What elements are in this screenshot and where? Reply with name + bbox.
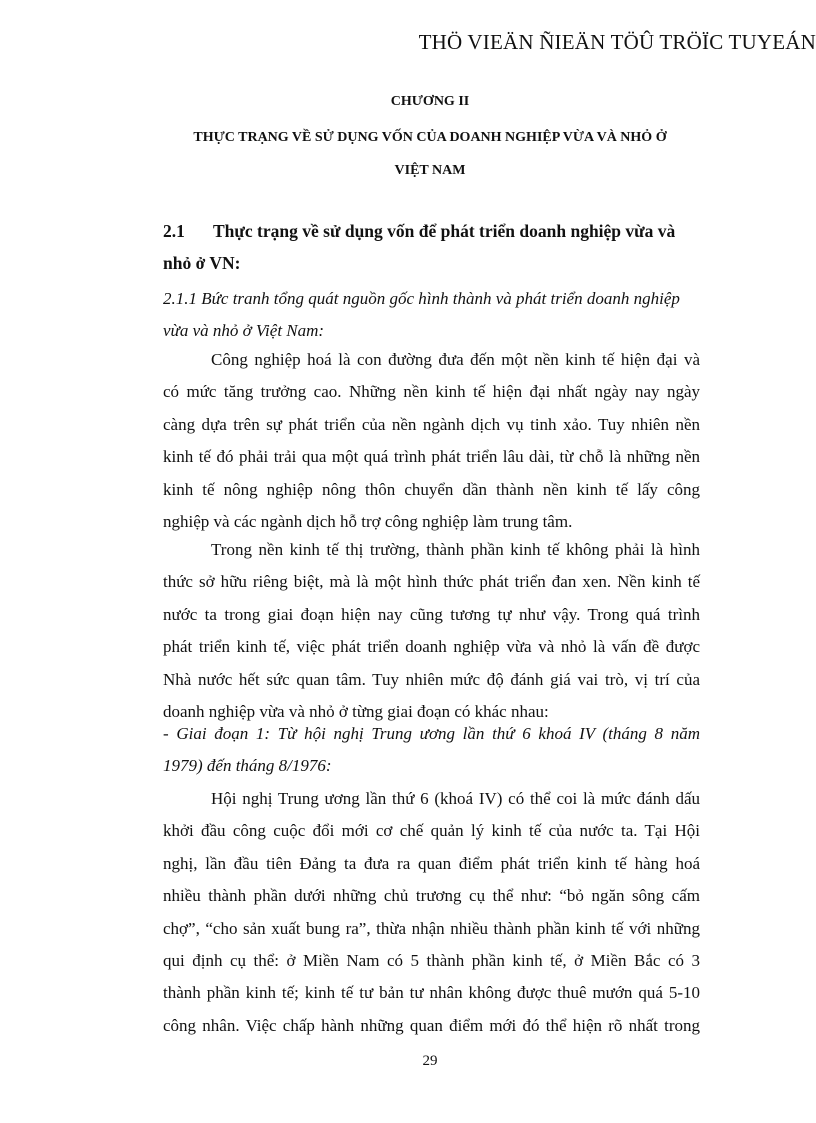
paragraph-line: Nhà nước hết sức quan tâm. Tuy nhiên mức độ đánh giá vai trò, vị trí của (163, 669, 700, 689)
paragraph-line: nhiều thành phần dưới những chủ trương cụ thể như: “bỏ ngăn sông cấm (163, 886, 700, 906)
paragraph-line: chợ”, “cho sản xuất bung ra”, thừa nhận nhiều thành phần kinh tế với những (163, 918, 700, 938)
paragraph-2 (163, 534, 700, 728)
paragraph-line: có mức tăng trưởng cao. Những nền kinh tế hiện đại nhất ngày nay ngày (163, 382, 700, 402)
paragraph-line: khởi đầu công cuộc đổi mới cơ chế quản lý kinh tế của nước ta. Tại Hội (163, 821, 700, 841)
paragraph-line: càng dựa trên sự phát triển của nền ngành dịch vụ tinh xảo. Tuy nhiên nền (163, 414, 700, 434)
section-heading (163, 215, 700, 280)
subsection-title-line-1: 2.1.1 Bức tranh tổng quát nguồn gốc hình thành và phát triển doanh nghiệp (163, 289, 680, 308)
paragraph-line: nghị, lần đầu tiên Đảng ta đưa ra quan điểm phát triển kinh tế hàng hoá (163, 853, 700, 873)
chapter-title-line-2: VIỆT NAM (394, 163, 466, 178)
paragraph-line: doanh nghiệp vừa và nhỏ ở từng giai đoạn có khác nhau: (163, 702, 549, 722)
phase-1-heading (163, 718, 700, 783)
subsection-title-line-2: vừa và nhỏ ở Việt Nam: (163, 321, 325, 341)
page-number: 29 (422, 1053, 438, 1069)
phase-1-line-1: - Giai đoạn 1: Từ hội nghị Trung ương lần thứ 6 khoá IV (tháng 8 năm (163, 724, 700, 743)
paragraph-line: phát triển kinh tế, việc phát triển doanh nghiệp vừa và nhỏ là vấn đề được (163, 637, 700, 657)
paragraph-1 (163, 344, 700, 538)
paragraph-line: Công nghiệp hoá là con đường đưa đến một nền kinh tế hiện đại và (211, 350, 700, 369)
section-heading-line-1 (163, 215, 700, 247)
phase-1-line-2: 1979) đến tháng 8/1976: (163, 756, 332, 776)
section-title-line-2: nhỏ ở VN: (163, 253, 241, 274)
paragraph-line: nước ta trong giai đoạn hiện nay cũng tương tự như vậy. Trong quá trình (163, 604, 700, 624)
paragraph-line: thành phần kinh tế; kinh tế tư bản tư nhân không được thuê mướn quá 5-10 (163, 983, 700, 1003)
paragraph-3 (163, 783, 700, 1042)
subsection-heading (163, 283, 700, 348)
paragraph-line: nghiệp và các ngành dịch hỗ trợ công nghiệp làm trung tâm. (163, 512, 573, 532)
paragraph-line: công nhân. Việc chấp hành những quan điểm mới đó thể hiện rõ nhất trong (163, 1015, 700, 1035)
paragraph-line: Hội nghị Trung ương lần thứ 6 (khoá IV) có thể coi là mức đánh dấu (211, 789, 700, 808)
paragraph-line: kinh tế nông nghiệp nông thôn chuyển dần thành nền kinh tế lấy công (163, 479, 700, 499)
paragraph-line: qui định cụ thể: ở Miền Nam có 5 thành phần kinh tế, ở Miền Bắc có 3 (163, 951, 700, 971)
chapter-title-line-1: THỰC TRẠNG VỀ SỬ DỤNG VỐN CỦA DOANH NGHIỆP VỪA VÀ NHỎ Ở (193, 130, 667, 145)
paragraph-line: Trong nền kinh tế thị trường, thành phần kinh tế không phải là hình (211, 540, 700, 559)
paragraph-line: kinh tế đó phải trải qua một quá trình phát triển lâu dài, từ chỗ là những nền (163, 447, 700, 467)
paragraph-line: thức sở hữu riêng biệt, mà là một hình thức phát triển đan xen. Nền kinh tế (163, 572, 700, 592)
section-number: 2.1 (163, 221, 185, 241)
library-header: THÖ VIEÄN ÑIEÄN TÖÛ TRÖÏC TUYEÁN (418, 30, 816, 54)
chapter-label: CHƯƠNG II (390, 94, 470, 109)
section-title-line-1: Thực trạng về sử dụng vốn để phát triển doanh nghiệp vừa và (213, 221, 676, 241)
